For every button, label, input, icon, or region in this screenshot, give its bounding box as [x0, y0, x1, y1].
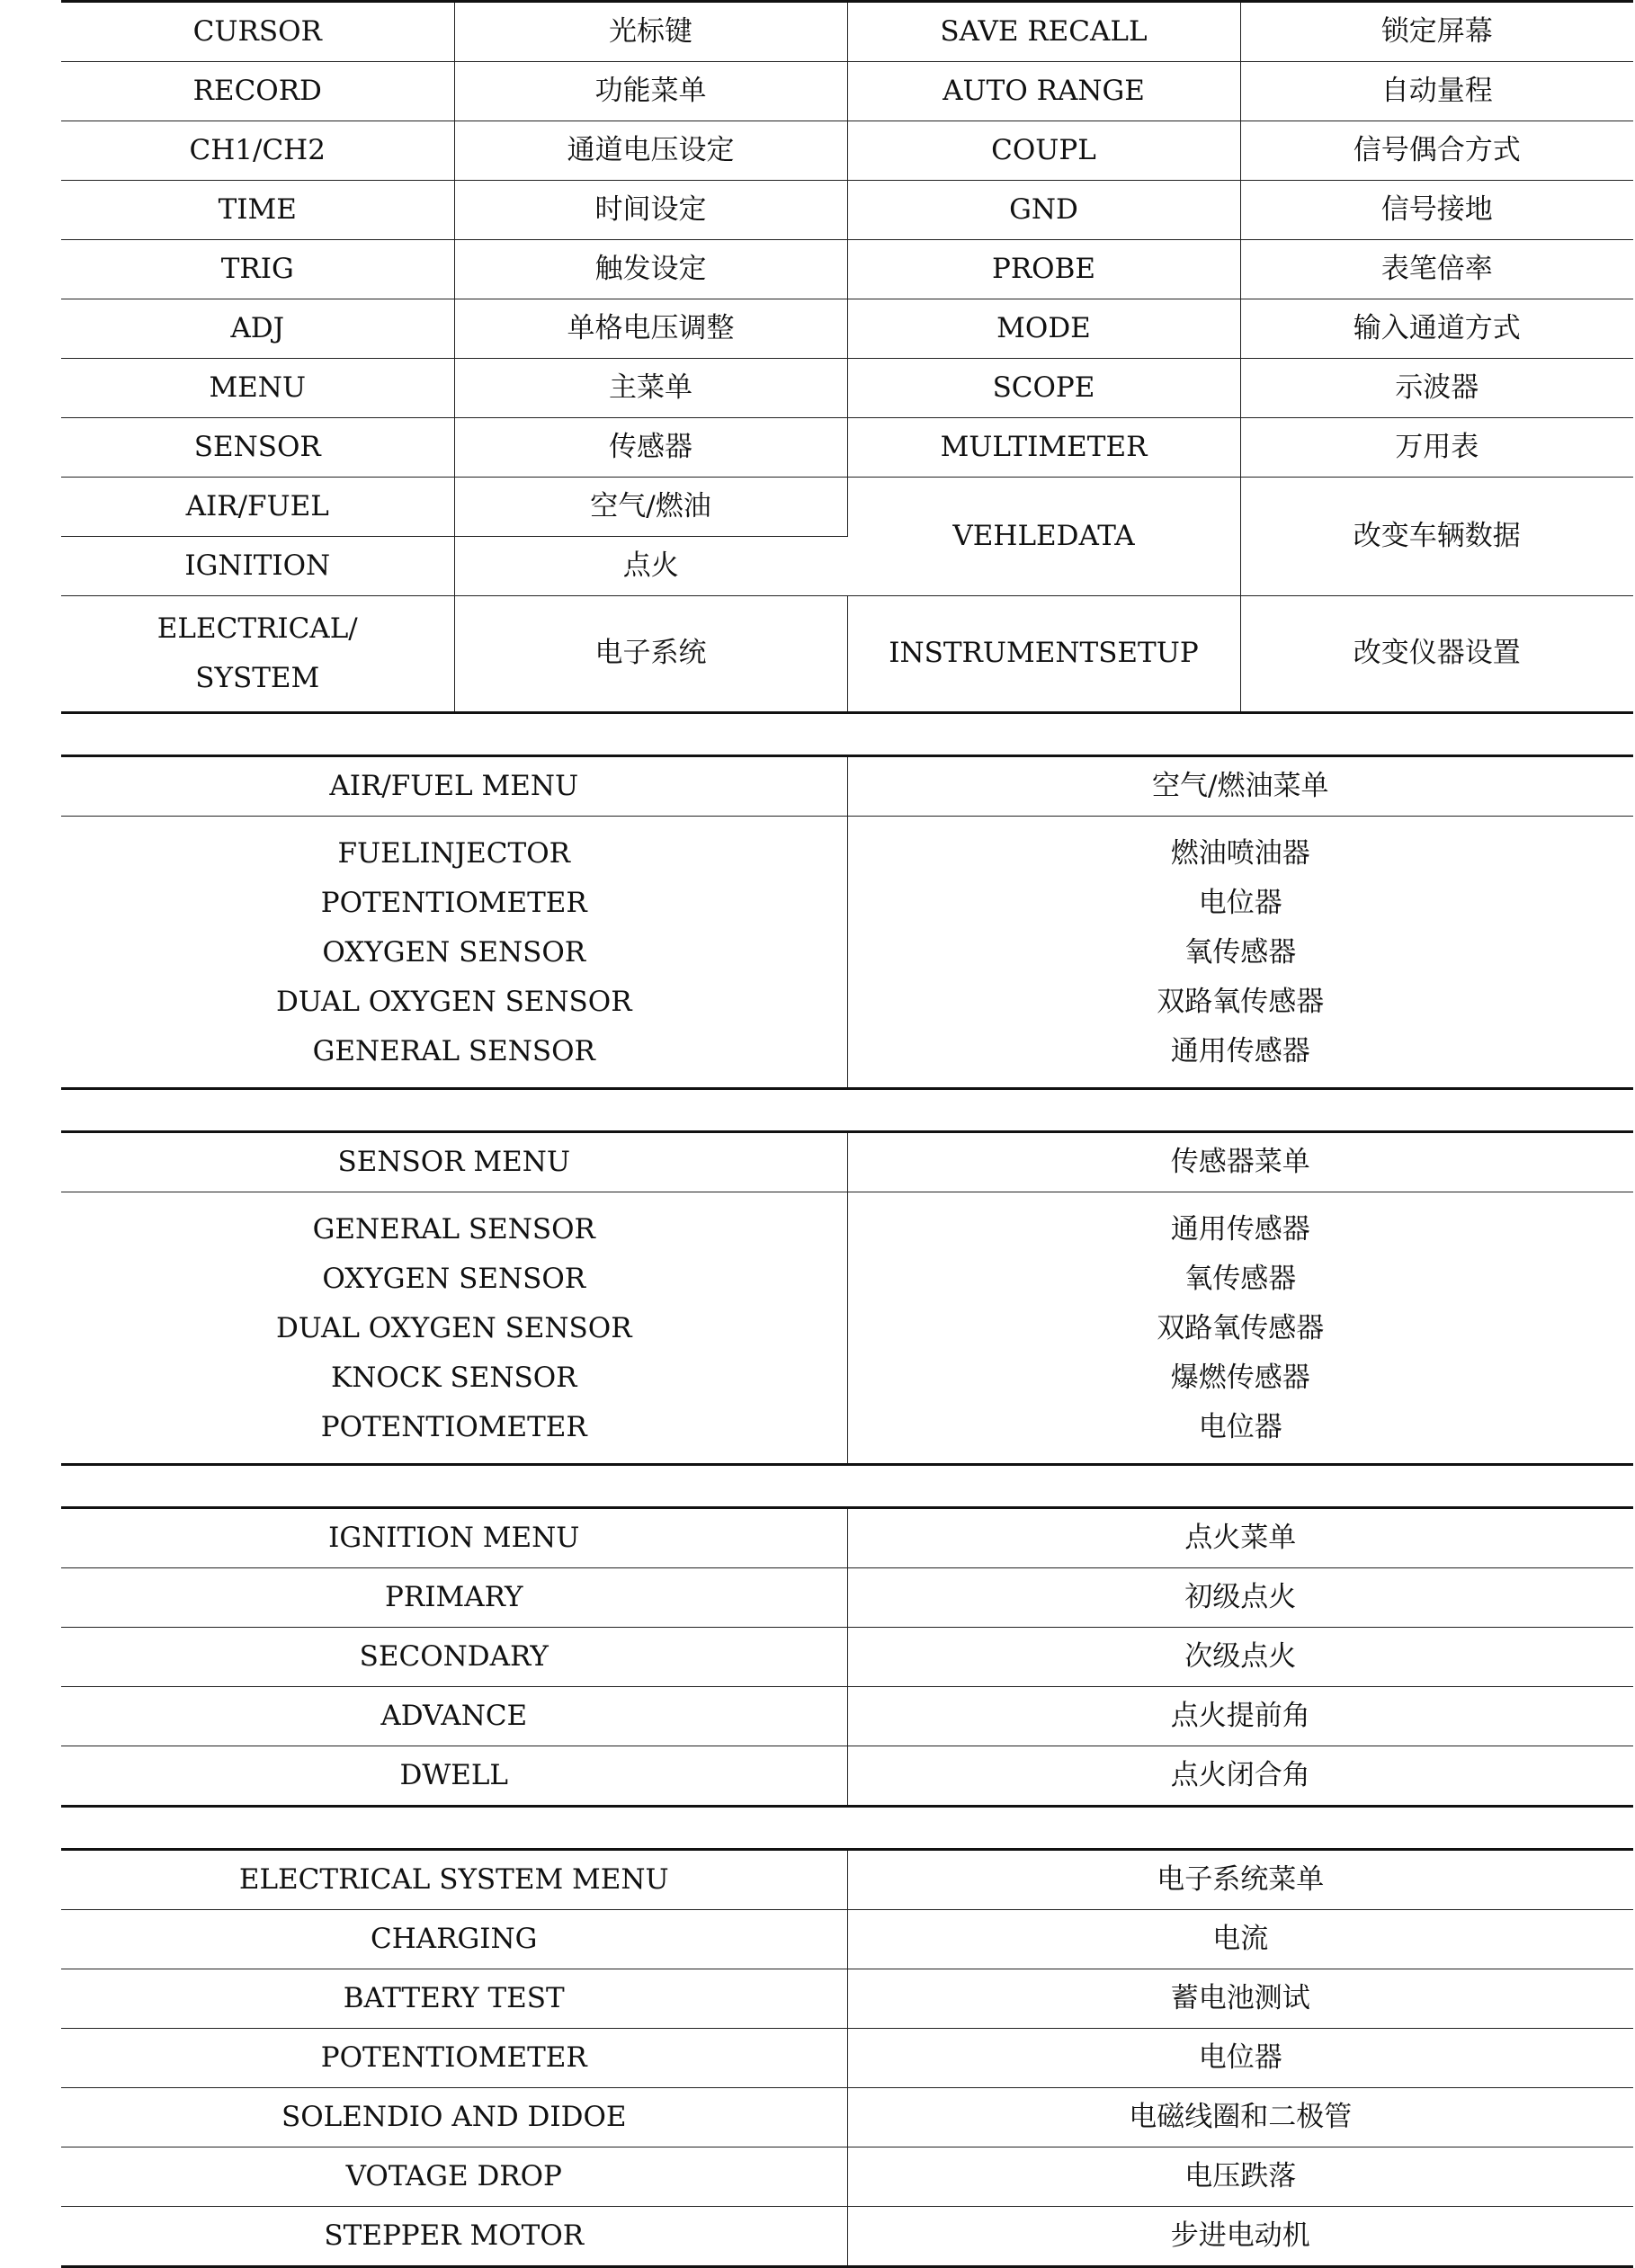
list-item: GENERAL SENSOR	[312, 1213, 595, 1246]
table-cell: SECONDARY	[61, 1628, 847, 1687]
table-cell: 信号接地	[1240, 181, 1633, 240]
table-cell: COUPL	[847, 121, 1240, 181]
table-cell: 电子系统	[454, 596, 847, 713]
table-cell: CH1/CH2	[61, 121, 454, 181]
table-row	[61, 2207, 1633, 2267]
table-cell: AUTO RANGE	[847, 62, 1240, 121]
table-row	[61, 121, 1633, 181]
table-cell: 次级点火	[847, 1628, 1633, 1687]
table-row	[61, 240, 1633, 299]
table-cell: 自动量程	[1240, 62, 1633, 121]
table-row	[61, 62, 1633, 121]
table-header-cell: SENSOR MENU	[61, 1132, 847, 1192]
table-cell	[61, 1192, 847, 1465]
table-header-row	[61, 756, 1633, 817]
table-cell: 光标键	[454, 2, 847, 62]
table-cell: 单格电压调整	[454, 299, 847, 359]
table-row	[61, 2147, 1633, 2207]
table-cell	[847, 817, 1633, 1089]
air-fuel-menu-table	[61, 755, 1633, 1090]
list-item: POTENTIOMETER	[320, 1411, 587, 1443]
table-header-row	[61, 1850, 1633, 1910]
list-item: 通用传感器	[1170, 1035, 1310, 1067]
table-row	[61, 2029, 1633, 2088]
table-header-cell: IGNITION MENU	[61, 1508, 847, 1568]
sensor-menu-table	[61, 1130, 1633, 1466]
table-cell: 触发设定	[454, 240, 847, 299]
list-item: 双路氧传感器	[1157, 1312, 1325, 1344]
table-cell: VOTAGE DROP	[61, 2147, 847, 2207]
table-cell: MENU	[61, 359, 454, 418]
table-cell: 功能菜单	[454, 62, 847, 121]
table-cell: 点火闭合角	[847, 1746, 1633, 1807]
table-row	[61, 1568, 1633, 1628]
table-header-row	[61, 1132, 1633, 1192]
list-item: 氧传感器	[1184, 1263, 1297, 1295]
table-header-cell: AIR/FUEL MENU	[61, 756, 847, 817]
table-row	[61, 1910, 1633, 1969]
table-cell: 传感器	[454, 418, 847, 478]
table-cell: 点火提前角	[847, 1687, 1633, 1746]
list-item: DUAL OXYGEN SENSOR	[275, 1312, 632, 1344]
table-cell: 空气/燃油	[454, 478, 847, 537]
table-cell: MODE	[847, 299, 1240, 359]
table-cell: 锁定屏幕	[1240, 2, 1633, 62]
cell-line: SYSTEM	[195, 662, 320, 694]
table-cell: 万用表	[1240, 418, 1633, 478]
table-cell: 示波器	[1240, 359, 1633, 418]
table-header-cell: ELECTRICAL SYSTEM MENU	[61, 1850, 847, 1910]
table-cell: 输入通道方式	[1240, 299, 1633, 359]
table-row	[61, 2088, 1633, 2147]
table-cell: TIME	[61, 181, 454, 240]
table-cell: CURSOR	[61, 2, 454, 62]
table-cell: GND	[847, 181, 1240, 240]
key-function-table	[61, 0, 1633, 714]
table-header-cell: 电子系统菜单	[847, 1850, 1633, 1910]
list-item: GENERAL SENSOR	[312, 1035, 595, 1067]
list-item: KNOCK SENSOR	[331, 1362, 577, 1394]
table-row	[61, 817, 1633, 1089]
table-cell	[847, 1192, 1633, 1465]
table-cell: 步进电动机	[1170, 2219, 1310, 2252]
table-cell: MULTIMETER	[847, 418, 1240, 478]
table-cell: ADJ	[61, 299, 454, 359]
table-cell: 主菜单	[454, 359, 847, 418]
table-row	[61, 1628, 1633, 1687]
table-cell: PROBE	[847, 240, 1240, 299]
table-cell: SENSOR	[61, 418, 454, 478]
list-item: DUAL OXYGEN SENSOR	[275, 986, 632, 1018]
table-row	[61, 181, 1633, 240]
list-item: 燃油喷油器	[1170, 837, 1310, 870]
table-cell: 通道电压设定	[454, 121, 847, 181]
table-row	[61, 1192, 1633, 1465]
list-item: 通用传感器	[1170, 1213, 1310, 1246]
table-cell: IGNITION	[61, 537, 454, 596]
ignition-menu-table	[61, 1506, 1633, 1808]
table-cell	[61, 596, 454, 713]
table-cell: TRIG	[61, 240, 454, 299]
table-row	[61, 418, 1633, 478]
table-row	[61, 1746, 1633, 1807]
table-cell: 信号偶合方式	[1240, 121, 1633, 181]
cell-line: ELECTRICAL/	[156, 612, 358, 645]
table-cell: VEHLEDATA	[847, 478, 1240, 596]
table-header-cell: 传感器菜单	[847, 1132, 1633, 1192]
table-cell: POTENTIOMETER	[61, 2029, 847, 2088]
table-header-row	[61, 1508, 1633, 1568]
table-row	[61, 299, 1633, 359]
table-cell: INSTRUMENTSETUP	[847, 596, 1240, 713]
list-item: 双路氧传感器	[1157, 986, 1325, 1018]
table-cell: 蓄电池测试	[847, 1969, 1633, 2029]
table-cell: 改变车辆数据	[1240, 478, 1633, 596]
table-cell: ADVANCE	[61, 1687, 847, 1746]
table-row	[61, 1687, 1633, 1746]
table-cell: PRIMARY	[61, 1568, 847, 1628]
table-cell: SCOPE	[847, 359, 1240, 418]
table-cell: 电流	[847, 1910, 1633, 1969]
list-item: 电位器	[1198, 887, 1282, 919]
table-cell: 改变仪器设置	[1240, 596, 1633, 713]
list-item: 爆燃传感器	[1170, 1362, 1310, 1394]
table-cell: STEPPER MOTOR	[61, 2207, 847, 2267]
table-cell: 初级点火	[847, 1568, 1633, 1628]
table-cell: RECORD	[61, 62, 454, 121]
table-cell: DWELL	[61, 1746, 847, 1807]
table-header-cell: 点火菜单	[847, 1508, 1633, 1568]
list-item: POTENTIOMETER	[320, 887, 587, 919]
table-cell: 电压跌落	[847, 2147, 1633, 2207]
table-cell: AIR/FUEL	[61, 478, 454, 537]
table-row	[61, 596, 1633, 713]
table-cell	[61, 817, 847, 1089]
table-cell: 表笔倍率	[1240, 240, 1633, 299]
table-cell: 时间设定	[454, 181, 847, 240]
table-row	[61, 1969, 1633, 2029]
list-item: OXYGEN SENSOR	[322, 1263, 586, 1295]
table-row	[61, 2, 1633, 62]
list-item: FUELINJECTOR	[337, 837, 570, 870]
table-cell: 电位器	[847, 2029, 1633, 2088]
table-cell: BATTERY TEST	[61, 1969, 847, 2029]
electrical-system-menu-table	[61, 1848, 1633, 2268]
list-item: OXYGEN SENSOR	[322, 936, 586, 969]
document-page	[61, 0, 1633, 2268]
table-header-cell: 空气/燃油菜单	[847, 756, 1633, 817]
table-cell: 点火	[454, 537, 847, 596]
table-cell: 电磁线圈和二极管	[847, 2088, 1633, 2147]
table-cell: SAVE RECALL	[847, 2, 1240, 62]
table-cell: SOLENDIO AND DIDOE	[61, 2088, 847, 2147]
table-cell: CHARGING	[61, 1910, 847, 1969]
list-item: 电位器	[1198, 1411, 1282, 1443]
table-row	[61, 478, 1633, 537]
table-row	[61, 359, 1633, 418]
list-item: 氧传感器	[1184, 936, 1297, 969]
